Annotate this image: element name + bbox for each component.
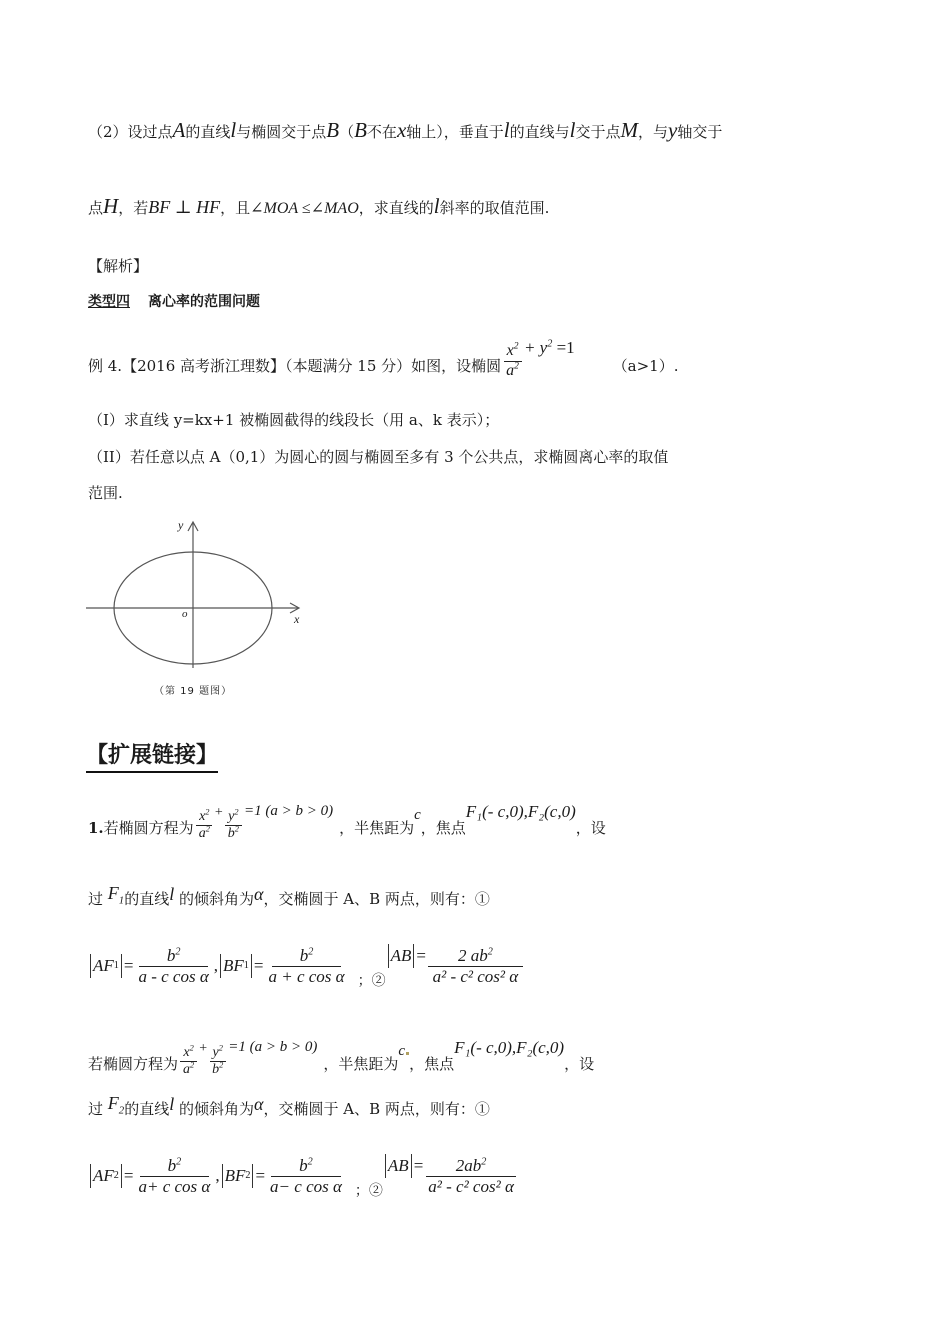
frac-ab2 [425, 1156, 517, 1196]
frac-y2-b2 [225, 809, 242, 842]
example4-q2-line2: 范围. [88, 484, 123, 502]
text: 与椭圆交于点 [236, 123, 327, 141]
text: ，焦点 [420, 819, 466, 837]
var-x: x [396, 118, 407, 142]
frac-af1 [135, 946, 211, 986]
text: 过 [88, 890, 104, 908]
var-F [107, 883, 125, 907]
var-l: l [503, 118, 510, 142]
frac-den: $a^2$ [183, 1060, 195, 1077]
extension-item1-line2 [88, 883, 490, 909]
text: ，求直线的 [358, 199, 434, 217]
frac-den: $b^2$ [227, 824, 239, 841]
extension-item2-line2 [88, 1093, 490, 1119]
abs-bar [385, 1154, 386, 1178]
text: 轴交于 [677, 123, 723, 141]
text: 斜率的取值范围. [439, 199, 550, 217]
example4-q1: （I）求直线 y=kx+1 被椭圆截得的线段长（用 a、k 表示）； [88, 411, 500, 429]
text: ，若 [118, 199, 149, 217]
frac-ab1 [428, 946, 523, 986]
extension-item1-line1 [88, 792, 606, 842]
frac-den: a² - c² cos² α [432, 966, 519, 986]
frac-num: $x^2$ [196, 809, 212, 826]
condition-perpendicular: BF ⊥ HF [148, 197, 221, 217]
rhs: =1 [552, 338, 575, 357]
frac-den: a+ c cos α [138, 1176, 211, 1196]
sup: 2 [514, 360, 519, 372]
origin-label: o [182, 608, 188, 620]
var-M: M [620, 118, 638, 142]
abs-bar [220, 954, 221, 978]
text: 的直线与 [509, 123, 570, 141]
extension-item2-line1 [88, 1028, 594, 1078]
type-heading [88, 292, 260, 312]
frac-num: $b^2$ [139, 946, 209, 967]
abs-bar [222, 1164, 223, 1188]
ellipse-condition: =1 (a > b > 0) [228, 1039, 318, 1055]
frac-y2-b2 [209, 1045, 226, 1078]
text: ，交椭圆于 A、B 两点，则有：① [263, 1100, 490, 1118]
frac-num: $2ab^2$ [426, 1156, 517, 1177]
var: 2ab [455, 1155, 482, 1175]
alpha: α [254, 1094, 264, 1114]
frac-num: $x^2$ [180, 1045, 196, 1062]
text: 交于点 [575, 123, 621, 141]
foci: F₁(- c,0),F₂(c,0) [465, 802, 576, 821]
ellipse-condition: =1 (a > b > 0) [243, 803, 334, 819]
sub: 1 [118, 894, 125, 907]
var: b [166, 945, 176, 965]
example4-q2-line1: （II）若任意以点 A（0,1）为圆心的圆与椭圆至多有 3 个公共点，求椭圆离心率的取值 [88, 448, 669, 466]
text: 轴上），垂直于 [406, 123, 504, 141]
text: ，设 [564, 1055, 595, 1073]
var-A: A [172, 118, 186, 142]
alpha: α [254, 884, 264, 904]
frac-x2-a2 [196, 809, 213, 842]
var: AF [93, 956, 114, 975]
var-l: l [169, 1094, 175, 1114]
frac-num: 2 $ab^2$ [428, 946, 523, 967]
var: b [299, 945, 309, 965]
frac-num: $y^2$ [225, 809, 241, 826]
abs-bar [251, 954, 252, 978]
frac-den: a + c cos α [268, 966, 345, 986]
var: + y [523, 338, 548, 357]
text: ，焦点 [409, 1055, 455, 1073]
text: （ [339, 123, 355, 141]
item-number: 1. [88, 819, 104, 837]
frac-den: $b^2$ [212, 1060, 224, 1077]
abs-bar [90, 954, 91, 978]
text: （2）设过点 [88, 123, 173, 141]
var-y: y [668, 118, 678, 142]
frac-num: $b^2$ [140, 1156, 210, 1177]
var-F [107, 1093, 125, 1117]
formula-row-f1: AF 1 = $\frac{b^2}{\text{a - c cos α}}$ , BF 1 = $\frac{b^2}{\text{a + c cos α}}$ ；② AB = $\frac{2 ab^2}{\text{a² - c² cos² α}}$ [88, 938, 525, 994]
var: 2 ab [457, 945, 488, 965]
ellipse-eq-rest [524, 338, 575, 358]
var: b [299, 1155, 308, 1175]
var: BF [223, 956, 244, 975]
text: 的直线 [185, 123, 231, 141]
var: a [506, 361, 515, 379]
formula-row-f2: AF 2 = $\frac{b^2}{\text{a+ c cos α}}$ , BF 2 = $\frac{b^2}{\text{a− c cos α}}$ ；② AB = $\frac{2ab^2}{\text{a² - c² cos² α}}$ [88, 1148, 519, 1204]
text: 若椭圆方程为 [103, 819, 194, 837]
var: x [506, 342, 514, 360]
var: AB [390, 946, 412, 965]
example4-prefix: 例 4.【2016 高考浙江理数】（本题满分 15 分）如图，设椭圆 [88, 357, 502, 375]
text: 的倾斜角为 [174, 890, 255, 908]
var-H: H [103, 194, 119, 218]
frac-den [503, 362, 522, 380]
extension-heading: 【扩展链接】 [86, 738, 218, 773]
abs-bar [90, 1164, 91, 1188]
plus: + [199, 1041, 208, 1056]
frac-den: a² - c² cos² α [428, 1176, 514, 1196]
text: 的直线 [124, 890, 170, 908]
var-l: l [569, 118, 576, 142]
var-B: B [354, 118, 367, 142]
analysis-label: 【解析】 [88, 257, 149, 275]
separator: ；② [357, 974, 386, 989]
text: ，设 [575, 819, 606, 837]
abs-bar [121, 1164, 122, 1188]
figure-caption: （第 19 题图） [154, 686, 233, 697]
var: BF [224, 1166, 246, 1185]
text: 不在 [366, 123, 397, 141]
abs-bar [252, 1164, 253, 1188]
y-axis-label: y [178, 518, 184, 532]
text: 过 [88, 1100, 104, 1118]
part2-line1 [88, 120, 722, 142]
ellipse-diagram [86, 518, 311, 700]
frac-bf1 [265, 946, 347, 986]
text: ，半焦距为 [323, 1055, 399, 1073]
var: F [107, 883, 119, 903]
frac-af2 [135, 1156, 213, 1196]
abs-bar [121, 954, 122, 978]
var-c [398, 1041, 409, 1061]
var: AF [93, 1166, 114, 1185]
example4-condition: （a>1）. [612, 357, 679, 375]
text: ，且 [220, 199, 251, 217]
separator: ；② [354, 1184, 383, 1199]
plus: + [214, 805, 223, 820]
text: 点 [88, 199, 104, 217]
type-title: 离心率的范围问题 [148, 294, 260, 310]
text: 的直线 [124, 1100, 170, 1118]
text: 的倾斜角为 [174, 1100, 255, 1118]
sub: 2 [118, 1104, 125, 1117]
var-c: c [414, 807, 421, 823]
var-l: l [433, 194, 440, 218]
ellipse-fraction [503, 342, 522, 380]
var-l: l [169, 884, 175, 904]
foci: F₁(- c,0),F₂(c,0) [454, 1038, 565, 1057]
abs-bar [388, 944, 389, 968]
part2-line2 [88, 196, 549, 219]
var: c [398, 1043, 406, 1059]
ellipse-figure [86, 518, 311, 700]
abs-bar [411, 1154, 412, 1178]
sup: 2 [513, 340, 519, 352]
example4-intro [88, 330, 679, 380]
var: b [167, 1155, 177, 1175]
var-l: l [230, 118, 237, 142]
var-B: B [326, 118, 340, 142]
text: ，与 [638, 123, 669, 141]
text: ，半焦距为 [339, 819, 415, 837]
frac-num: $y^2$ [210, 1045, 226, 1062]
text: ，交椭圆于 A、B 两点，则有：① [263, 890, 490, 908]
frac-x2-a2 [180, 1045, 197, 1078]
frac-den: $a^2$ [198, 824, 210, 841]
var: F [107, 1093, 119, 1113]
frac-num [504, 342, 522, 361]
var: AB [387, 1156, 409, 1175]
text: 若椭圆方程为 [88, 1055, 179, 1073]
type-label: 类型四 [88, 294, 130, 310]
condition-angles: ∠MOA ≤∠MAO [250, 200, 359, 217]
sup: 2 [547, 338, 553, 350]
x-axis-label: x [294, 612, 300, 626]
frac-den: a− c cos α [270, 1176, 342, 1196]
frac-num: $b^2$ [272, 946, 342, 967]
abs-bar [413, 944, 414, 968]
frac-den: a - c cos α [138, 966, 209, 986]
frac-num: $b^2$ [271, 1156, 341, 1177]
frac-bf2 [267, 1156, 345, 1196]
